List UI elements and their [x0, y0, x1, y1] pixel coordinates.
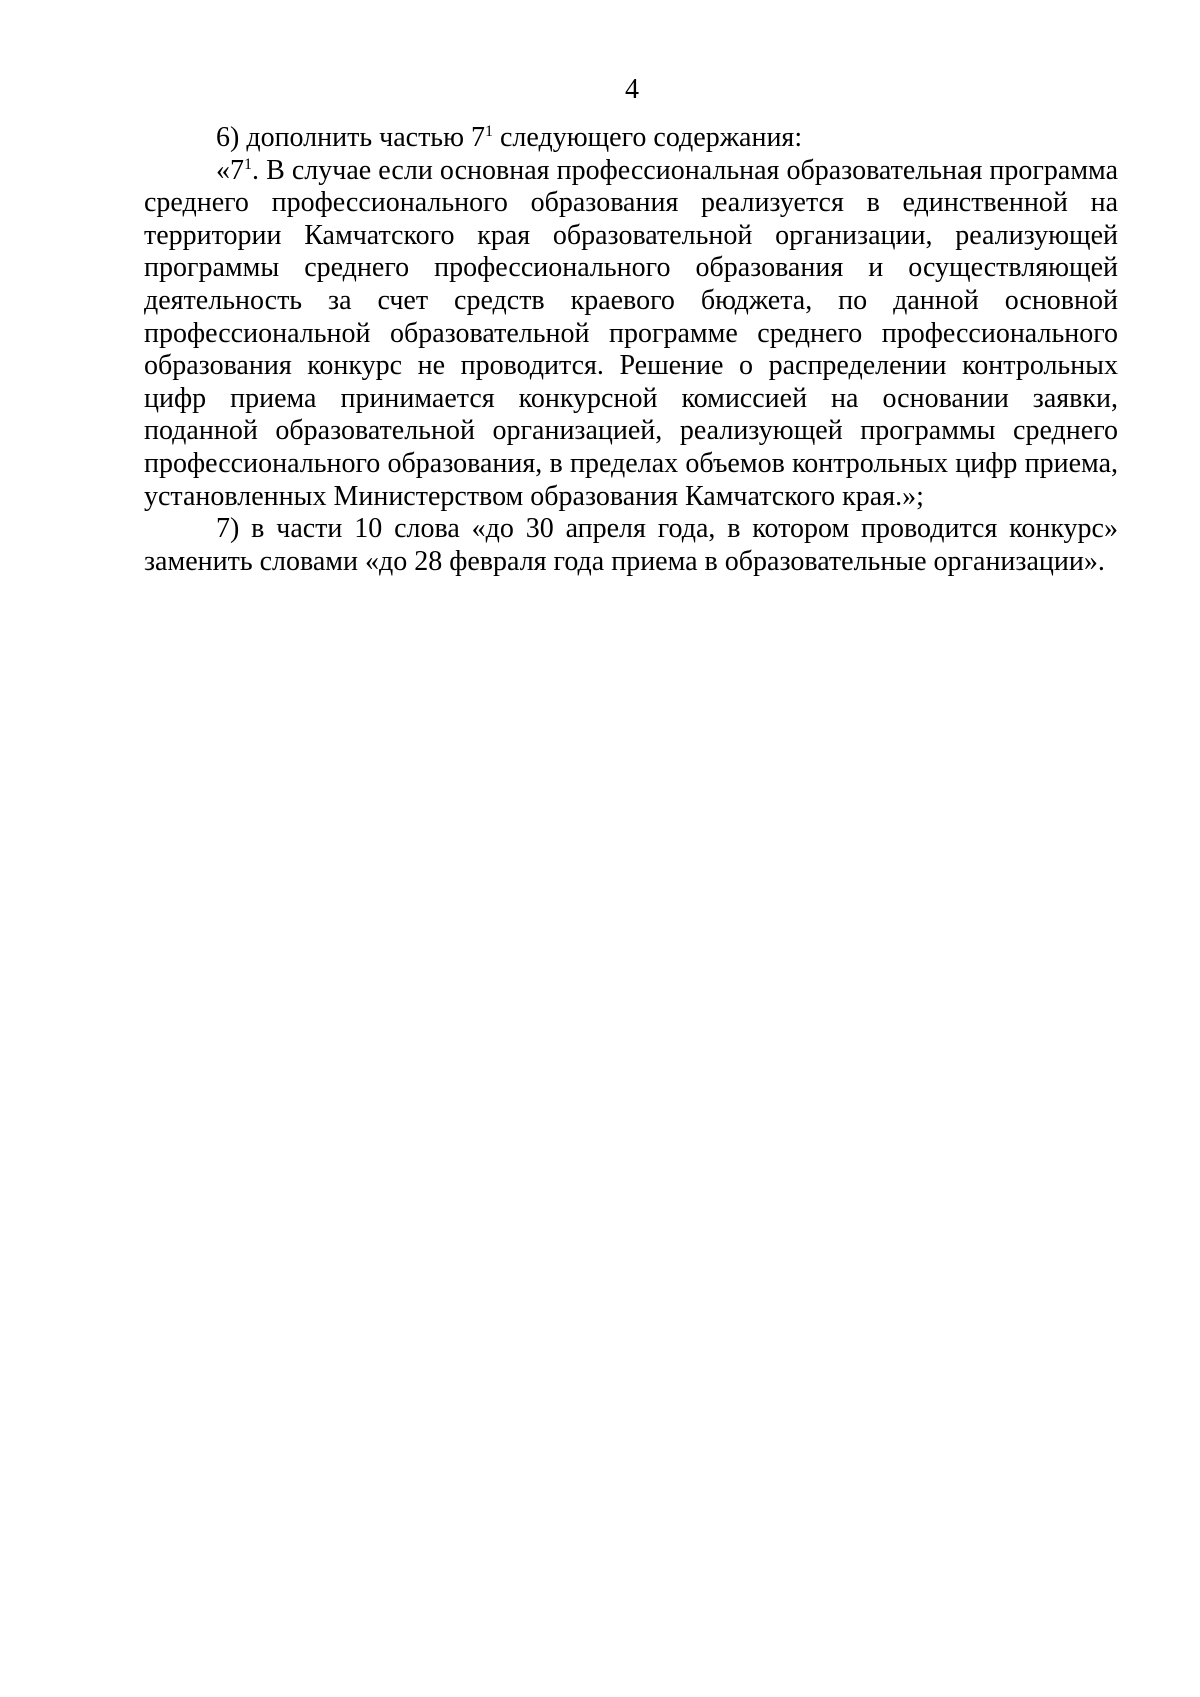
paragraph-item-6-text: 6) дополнить частью 7 [216, 122, 485, 153]
superscript-index: 1 [244, 155, 252, 173]
paragraph-part-7-1-head: «7 [216, 154, 244, 186]
superscript-index: 1 [485, 123, 493, 140]
paragraph-part-7-1 [144, 155, 1118, 514]
paragraph-part-7-1-text: . В случае если основная профессиональная образовательная программа среднего профессионального образования реализуется в единственной на территории Камчатского края образовательной организации, реализующей программы среднего профессионального образования и осуществляющей деятельность за счет средств краевого бюджета, по данной основной профессиональной образовательной программе среднего профессионального образования конкурс не проводится. Решение о распределении контрольных цифр приема принимается конкурсной комиссией на основании заявки, поданной образовательной организацией, реализующей программы среднего профессионального образования, в пределах объемов контрольных цифр приема, установленных Министерством образования Камчатского края.»; [144, 154, 1118, 512]
paragraph-item-6 [144, 122, 1118, 155]
document-body [144, 122, 1118, 578]
paragraph-item-7: 7) в части 10 слова «до 30 апреля года, в котором проводится конкурс» заменить словами «до 28 февраля года приема в образовательные организации». [144, 513, 1118, 577]
page-number: 4 [625, 74, 639, 105]
paragraph-item-6-text-tail: следующего содержания: [493, 122, 803, 153]
